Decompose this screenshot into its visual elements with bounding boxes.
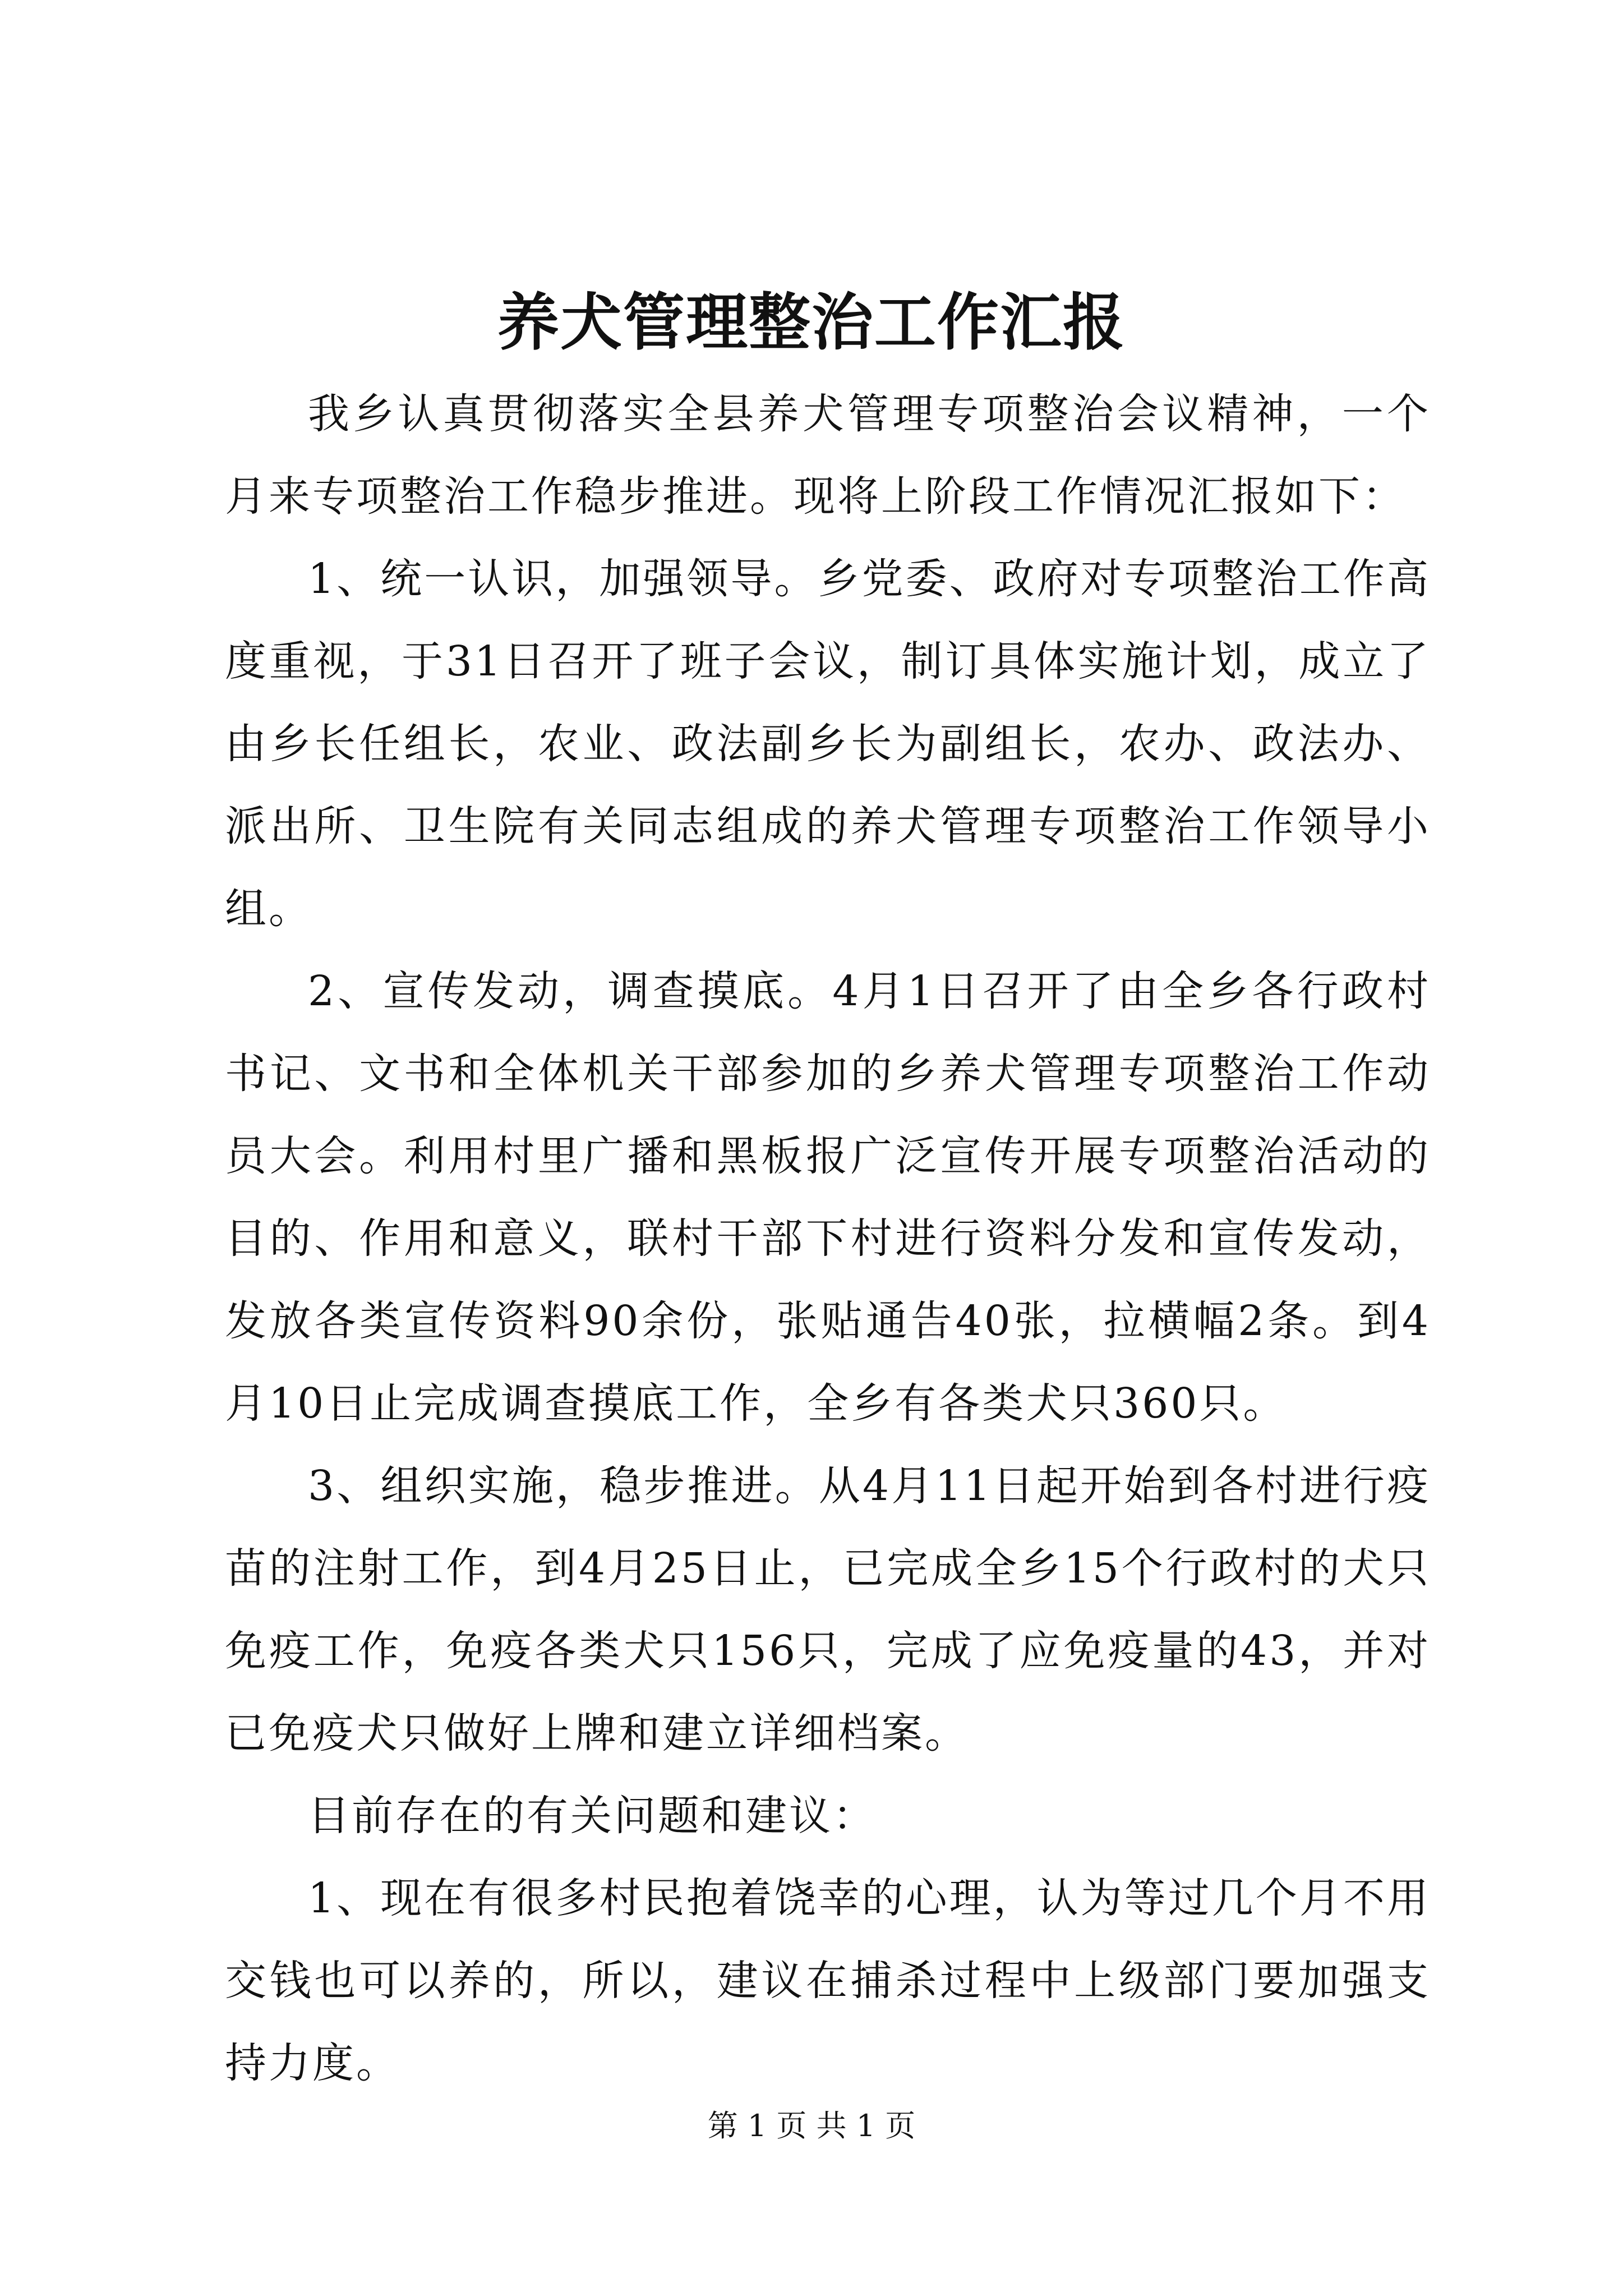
paragraph-intro: 我乡认真贯彻落实全县养犬管理专项整治会议精神，一个月来专项整治工作稳步推进。现将上阶段工作情况汇报如下： <box>225 390 1431 521</box>
page-footer: 第 1 页 共 1 页 <box>707 2108 916 2143</box>
paragraph-issues-heading: 目前存在的有关问题和建议： <box>308 1792 877 1840</box>
paragraph-issue-1: 1、现在有很多村民抱着饶幸的心理，认为等过几个月不用交钱也可以养的，所以，建议在捕杀过程中上级部门要加强支持力度。 <box>225 1874 1431 2087</box>
paragraph-section-3: 3、组织实施，稳步推进。从4月11日起开始到各村进行疫苗的注射工作，到4月25日止，已完成全乡15个行政村的犬只免疫工作，免疫各类犬只156只，完成了应免疫量的43，并对已免疫犬只做好上牌和建立详细档案。 <box>225 1462 1431 1757</box>
document-title: 养犬管理整治工作汇报 <box>497 286 1126 358</box>
paragraph-section-1: 1、统一认识，加强领导。乡党委、政府对专项整治工作高度重视，于31日召开了班子会议，制订具体实施计划，成立了由乡长任组长，农业、政法副乡长为副组长，农办、政法办、派出所、卫生院有关同志组成的养犬管理专项整治工作领导小组。 <box>225 555 1431 933</box>
paragraph-section-2: 2、宣传发动，调查摸底。4月1日召开了由全乡各行政村书记、文书和全体机关干部参加的乡养犬管理专项整治工作动员大会。利用村里广播和黑板报广泛宣传开展专项整治活动的目的、作用和意义，联村干部下村进行资料分发和宣传发动，发放各类宣传资料90余份，张贴通告40张，拉横幅2条。到4月10日止完成调查摸底工作，全乡有各类犬只360只。 <box>225 967 1431 1428</box>
document-body <box>225 373 1431 2105</box>
